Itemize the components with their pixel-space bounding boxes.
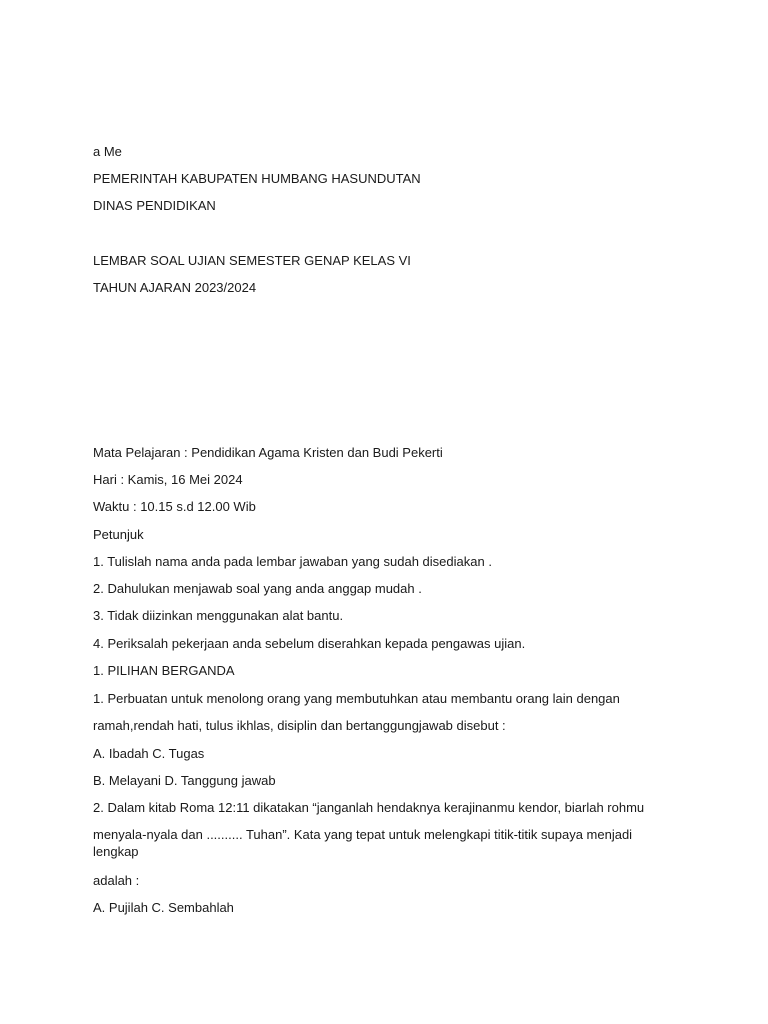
info-subject: Mata Pelajaran : Pendidikan Agama Kristen dan Budi Pekerti	[93, 445, 443, 460]
section-heading: 1. PILIHAN BERGANDA	[93, 663, 235, 678]
instruction-item: 1. Tulislah nama anda pada lembar jawaban yang sudah disediakan .	[93, 554, 492, 569]
question-1-text: 1. Perbuatan untuk menolong orang yang membutuhkan atau membantu orang lain dengan	[93, 691, 620, 706]
question-2-text-end: adalah :	[93, 873, 140, 888]
info-time: Waktu : 10.15 s.d 12.00 Wib	[93, 499, 256, 514]
header-department: DINAS PENDIDIKAN	[93, 198, 216, 213]
question-1-text-cont: ramah,rendah hati, tulus ikhlas, disiplin dan bertanggungjawab disebut :	[93, 718, 506, 733]
header-government: PEMERINTAH KABUPATEN HUMBANG HASUNDUTAN	[93, 171, 421, 186]
academic-year: TAHUN AJARAN 2023/2024	[93, 280, 257, 295]
question-1-options-b: B. Melayani D. Tanggung jawab	[93, 773, 276, 788]
instructions-heading: Petunjuk	[93, 527, 144, 542]
instruction-item: 2. Dahulukan menjawab soal yang anda anggap mudah .	[93, 581, 422, 596]
instruction-item: 4. Periksalah pekerjaan anda sebelum diserahkan kepada pengawas ujian.	[93, 636, 526, 651]
question-2-text: 2. Dalam kitab Roma 12:11 dikatakan “janganlah hendaknya kerajinanmu kendor, biarlah rohmu	[93, 800, 645, 815]
header-stamp: a Me	[93, 144, 122, 159]
question-2-text-cont: menyala-nyala dan .......... Tuhan”. Kata yang tepat untuk melengkapi titik-titik supaya menjadi lengkap	[93, 827, 633, 859]
question-1-options-a: A. Ibadah C. Tugas	[93, 746, 205, 761]
instruction-item: 3. Tidak diizinkan menggunakan alat bantu.	[93, 608, 344, 623]
sheet-title: LEMBAR SOAL UJIAN SEMESTER GENAP KELAS VI	[93, 253, 411, 268]
question-2-options-a: A. Pujilah C. Sembahlah	[93, 900, 234, 915]
info-day: Hari : Kamis, 16 Mei 2024	[93, 472, 243, 487]
